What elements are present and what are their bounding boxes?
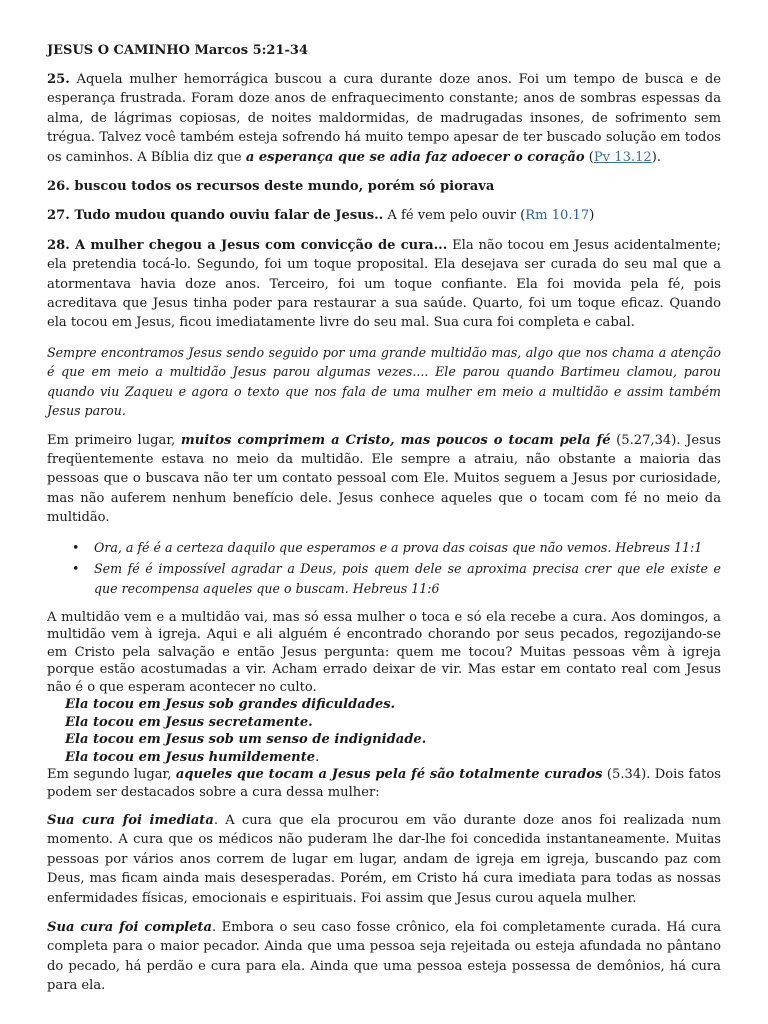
touch-line: Ela tocou em Jesus sob um senso de indignidade. <box>65 732 427 748</box>
paragraph-completa <box>47 918 721 996</box>
touch-line-text: Ela tocou em Jesus humildemente <box>65 749 316 765</box>
second-place-start: Em segundo lugar, <box>47 767 176 783</box>
paragraph-28 <box>47 236 721 333</box>
paragraph-multidao: A multidão vem e a multidão vai, mas só essa mulher o toca e só ela recebe a cura. Aos domingos, a multidão vem à igreja. Aqui e ali alguém é encontrado chorando por seus pecados, regozijando-se em Cristo pela salvação e então Jesus pergunta: quem me tocou? Muitas pessoas vêm à igreja porque estão acostumadas a vir. Acham errado deixar de vir. Mas estar em contato real com Jesus não é o que esperam acontecer no culto. <box>47 609 721 695</box>
first-place-text: (5.27,34). Jesus freqüentemente estava no meio da multidão. Ele sempre a atraiu, não obstante a maioria das pessoas que o buscava não ter um contato pessoal com Ele. Muitos seguem a Jesus por curiosidade, mas não auferem nenhum benefício dele. Jesus conhece aqueles que o tocam com fé no meio da multidão. <box>47 432 721 526</box>
paragraph-second-place <box>47 766 721 801</box>
document-title: JESUS O CAMINHO Marcos 5:21-34 <box>47 43 308 58</box>
second-place-emphasis: aqueles que tocam a Jesus pela fé são totalmente curados <box>175 767 603 783</box>
completa-heading: Sua cura foi completa <box>47 920 212 936</box>
paragraph-26: 26. buscou todos os recursos deste mundo, porém só piorava <box>47 179 495 195</box>
first-place-start: Em primeiro lugar, <box>47 432 181 448</box>
bullet-text: Sem fé é impossível agradar a Deus, pois quem dele se aproxima precisa crer que ele existe e que recompensa aqueles que o buscam. Hebreus 11:6 <box>94 560 721 596</box>
bullet-text: Ora, a fé é a certeza daquilo que esperamos e a prova das coisas que não vemos. Hebreus 11:1 <box>94 539 703 555</box>
paragraph-25-number: 25. <box>47 72 70 87</box>
italic-paragraph: Sempre encontramos Jesus sendo seguido por uma grande multidão mas, algo que nos chama a atenção é que em meio a multidão Jesus parou algumas vezes.... Ele parou quando Bartimeu clamou, parou quando viu Zaqueu e agora o texto que nos fala de uma mulher em meio a multidão e assim também Jesus parou. <box>47 344 721 419</box>
ref-link-rm-10-17[interactable]: Rm 10.17 <box>525 208 590 224</box>
multidao-block <box>47 609 721 802</box>
touch-line: Ela tocou em Jesus sob grandes dificuldades. <box>65 697 396 713</box>
second-place-text: (5.34). Dois fatos podem ser destacados sobre a cura dessa mulher: <box>47 767 721 800</box>
first-place-emphasis: muitos comprimem a Cristo, mas poucos o tocam pela fé <box>180 432 611 448</box>
paragraph-first-place <box>47 431 721 528</box>
imediata-heading: Sua cura foi imediata <box>47 813 214 829</box>
completa-text: . Embora o seu caso fosse crônico, ela foi completamente curada. Há cura completa para o maior pecador. Ainda que uma pessoa seja rejeitada ou esteja afundada no pântano do pecado, há perdão e cura para ela. Ainda que uma pessoa esteja possessa de demônios, há cura para ela. <box>47 920 721 994</box>
paragraph-27-text: A fé vem pelo ouvir ( <box>383 208 526 224</box>
paragraph-25-quote: a esperança que se adia faz adoecer o coração <box>245 149 585 165</box>
document-page <box>47 41 721 1006</box>
imediata-text: . A cura que ela procurou em vão durante doze anos foi realizada num momento. A cura que os médicos não puderam lhe dar-lhe foi concedida instantaneamente. Muitas pessoas por vários anos correm de lugar em lugar, andam de igreja em igreja, buscando paz com Deus, mas ficam ainda mais desesperadas. Porém, em Cristo há cura imediata para todas as nossas enfermidades físicas, emocionais e espirituais. Foi assim que Jesus curou aquela mulher. <box>47 813 721 906</box>
paragraph-27 <box>47 206 721 225</box>
touch-line-end: . <box>315 749 320 765</box>
touch-line-last <box>47 749 721 767</box>
ref-link-pv-13-12[interactable]: Pv 13.12 <box>593 149 652 165</box>
paragraph-25-ref-open: ( <box>584 149 594 165</box>
bullet-dot-icon: • <box>72 539 80 555</box>
paragraph-28-text: Ela não tocou em Jesus acidentalmente; ela pretendia tocá-lo. Segundo, foi um toque proposital. Ela desejava ser curada do seu mal que a atormentava havia doze anos. Terceiro, foi um toque confiante. Ela foi movida pela fé, pois acreditava que Jesus tinha poder para restaurar a sua saúde. Quarto, foi um toque eficaz. Quando ela tocou em Jesus, ficou imediatamente livre do seu mal. Sua cura foi completa e cabal. <box>47 237 721 331</box>
paragraph-25 <box>47 70 721 167</box>
paragraph-imediata <box>47 811 721 908</box>
paragraph-27-heading: 27. Tudo mudou quando ouviu falar de Jesus.. <box>47 208 384 224</box>
paragraph-25-text: Aquela mulher hemorrágica buscou a cura durante doze anos. Foi um tempo de busca e de esperança frustrada. Foram doze anos de enfraquecimento constante; anos de sombras espessas da alma, de lágrimas copiosas, de noites maldormidas, de madrugadas insones, de sofrimento sem trégua. Talvez você também esteja sofrendo há muito tempo apesar de ter buscado solução em todos os caminhos. A Bíblia diz que <box>47 72 721 165</box>
bullet-item <box>47 538 721 558</box>
touch-line: Ela tocou em Jesus secretamente. <box>65 714 313 730</box>
bullet-item <box>47 559 721 599</box>
hebrews-bullet-list <box>47 538 721 599</box>
paragraph-27-close: ) <box>589 208 595 224</box>
paragraph-28-heading: 28. A mulher chegou a Jesus com convicção de cura... <box>47 237 448 253</box>
paragraph-25-ref-close: ). <box>651 149 662 165</box>
bullet-dot-icon: • <box>72 560 80 576</box>
